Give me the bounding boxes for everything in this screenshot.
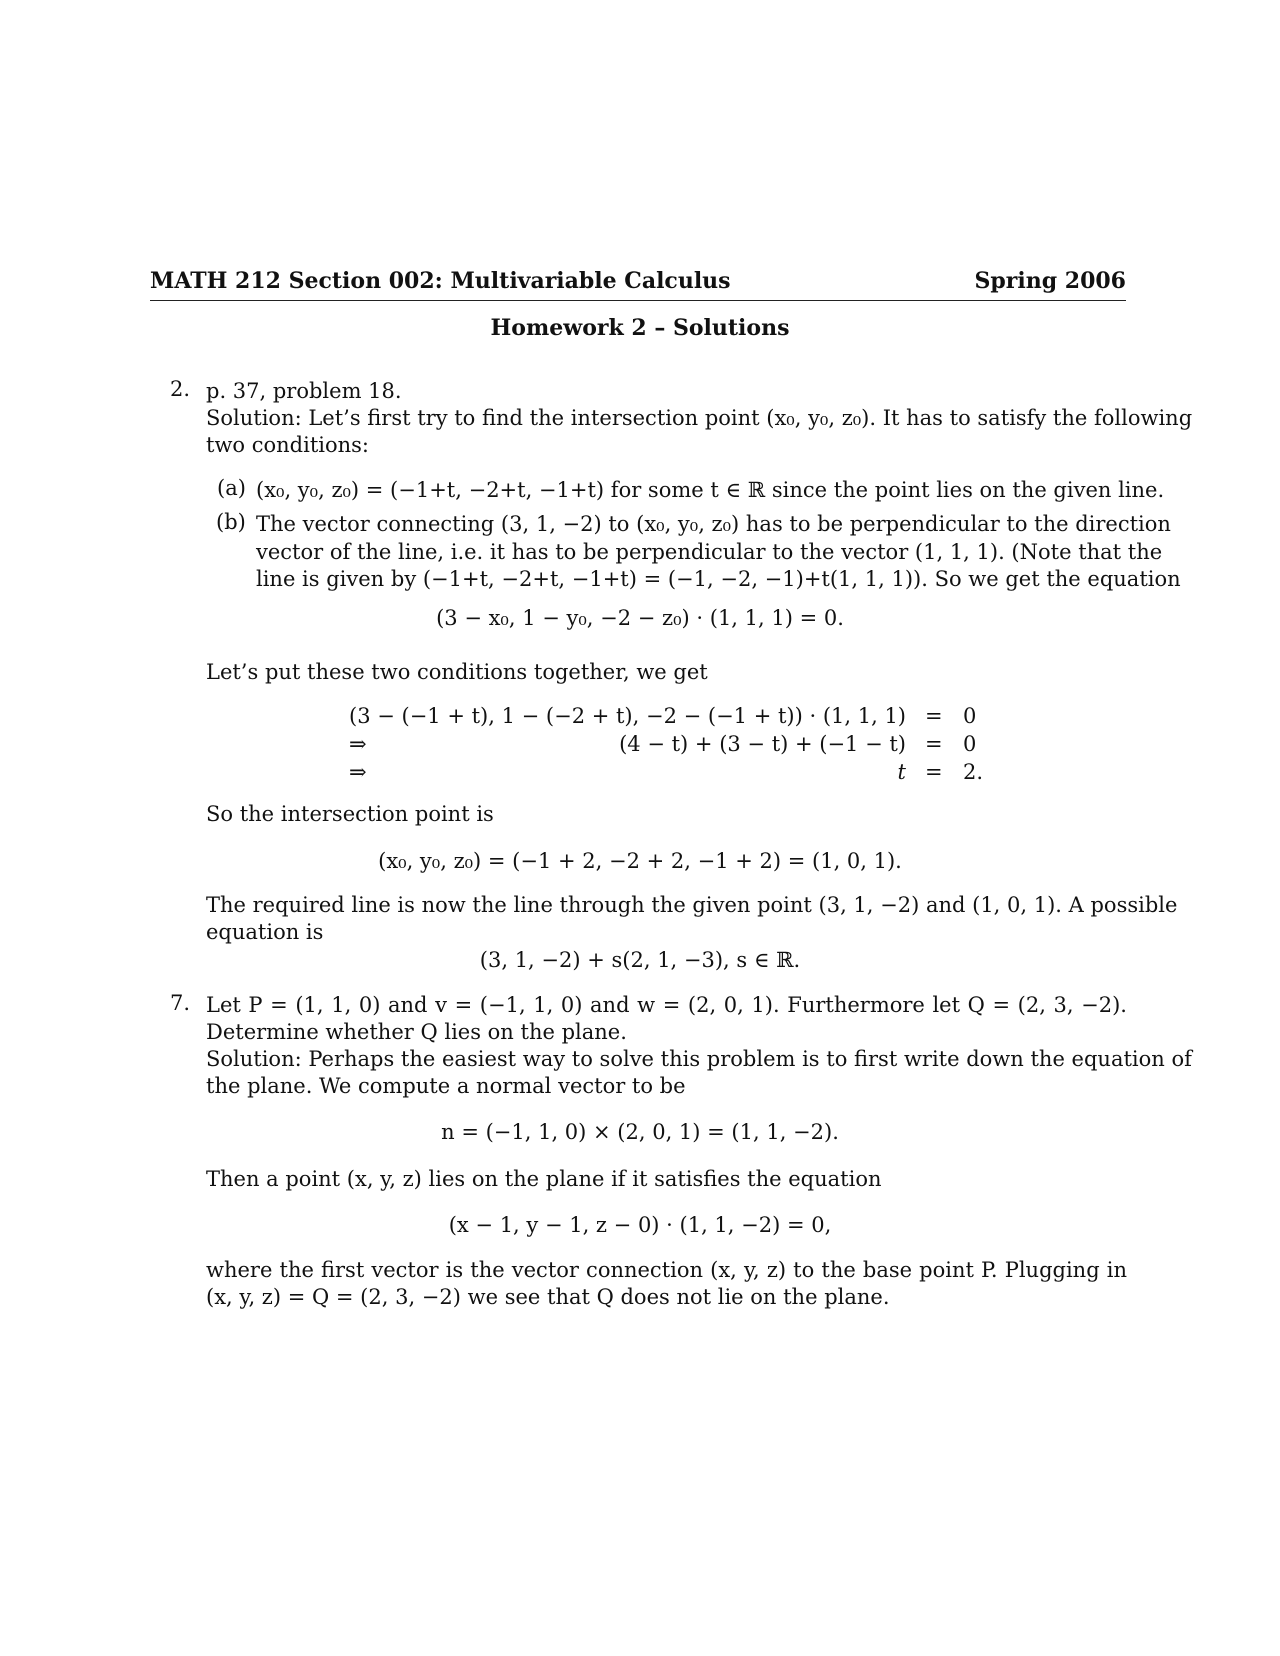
item-b-line2: vector of the line, i.e. it has to be perpendicular to the vector (1, 1, 1). (Note that the (256, 540, 1163, 564)
system-row2-arrow: ⇒ (349, 732, 367, 756)
system-row1-rel: = (925, 704, 943, 728)
equation-2: (x₀, y₀, z₀) = (−1 + 2, −2 + 2, −1 + 2) = (1, 0, 1). (378, 849, 902, 873)
combine-text: Let’s put these two conditions together, we get (206, 660, 708, 684)
item-a-label: (a) (217, 476, 246, 500)
problem-2-heading: p. 37, problem 18. (206, 379, 402, 403)
page-header (150, 268, 1126, 301)
problem-7-line6: where the first vector is the vector connection (x, y, z) to the base point P. Plugging in (206, 1258, 1127, 1282)
system-row1-rhs: 0 (963, 704, 977, 728)
equation-1: (3 − x₀, 1 − y₀, −2 − z₀) · (1, 1, 1) = 0. (436, 606, 844, 630)
system-row2-rel: = (925, 732, 943, 756)
system-row3-lhs: t (897, 760, 906, 784)
item-b-line3: line is given by (−1+t, −2+t, −1+t) = (−1, −2, −1)+t(1, 1, 1)). So we get the equation (256, 567, 1181, 591)
required-line-1: The required line is now the line through the given point (3, 1, −2) and (1, 0, 1). A possible (206, 893, 1178, 917)
problem-7-line7: (x, y, z) = Q = (2, 3, −2) we see that Q does not lie on the plane. (206, 1285, 890, 1309)
item-a-text: (x₀, y₀, z₀) = (−1+t, −2+t, −1+t) for some t ∈ ℝ since the point lies on the given line. (256, 478, 1165, 502)
system-row3-rhs: 2. (963, 760, 984, 784)
problem-2-number: 2. (170, 377, 191, 401)
problem-7-number: 7. (170, 991, 191, 1015)
intersection-text: So the intersection point is (206, 802, 494, 826)
problem-7-line2: Determine whether Q lies on the plane. (206, 1020, 627, 1044)
item-b-label: (b) (216, 510, 246, 534)
problem-7-line4: the plane. We compute a normal vector to be (206, 1074, 686, 1098)
system-row2-lhs: (4 − t) + (3 − t) + (−1 − t) (619, 732, 906, 756)
equation-3: (3, 1, −2) + s(2, 1, −3), s ∈ ℝ. (479, 948, 801, 972)
homework-title: Homework 2 – Solutions (490, 315, 790, 341)
system-row3-rel: = (925, 760, 943, 784)
item-b-line1: The vector connecting (3, 1, −2) to (x₀, y₀, z₀) has to be perpendicular to the direction (256, 512, 1171, 536)
problem-7-line1: Let P = (1, 1, 0) and v = (−1, 1, 0) and w = (2, 0, 1). Furthermore let Q = (2, 3, −2). (206, 993, 1127, 1017)
required-line-2: equation is (206, 920, 324, 944)
equation-4: n = (−1, 1, 0) × (2, 0, 1) = (1, 1, −2). (441, 1120, 839, 1144)
equation-5: (x − 1, y − 1, z − 0) · (1, 1, −2) = 0, (448, 1213, 832, 1237)
term-label: Spring 2006 (974, 268, 1126, 294)
problem-2-intro-line2: two conditions: (206, 433, 369, 457)
problem-7-line5: Then a point (x, y, z) lies on the plane if it satisfies the equation (206, 1167, 882, 1191)
system-row2-rhs: 0 (963, 732, 977, 756)
problem-7-line3: Solution: Perhaps the easiest way to solve this problem is to first write down the equation of (206, 1047, 1192, 1071)
system-row1-lhs: (3 − (−1 + t), 1 − (−2 + t), −2 − (−1 + t)) · (1, 1, 1) (349, 704, 906, 728)
course-title: MATH 212 Section 002: Multivariable Calculus (150, 268, 731, 294)
problem-2-intro-line1: Solution: Let’s first try to find the intersection point (x₀, y₀, z₀). It has to satisfy the following (206, 406, 1193, 430)
system-row3-arrow: ⇒ (349, 760, 367, 784)
